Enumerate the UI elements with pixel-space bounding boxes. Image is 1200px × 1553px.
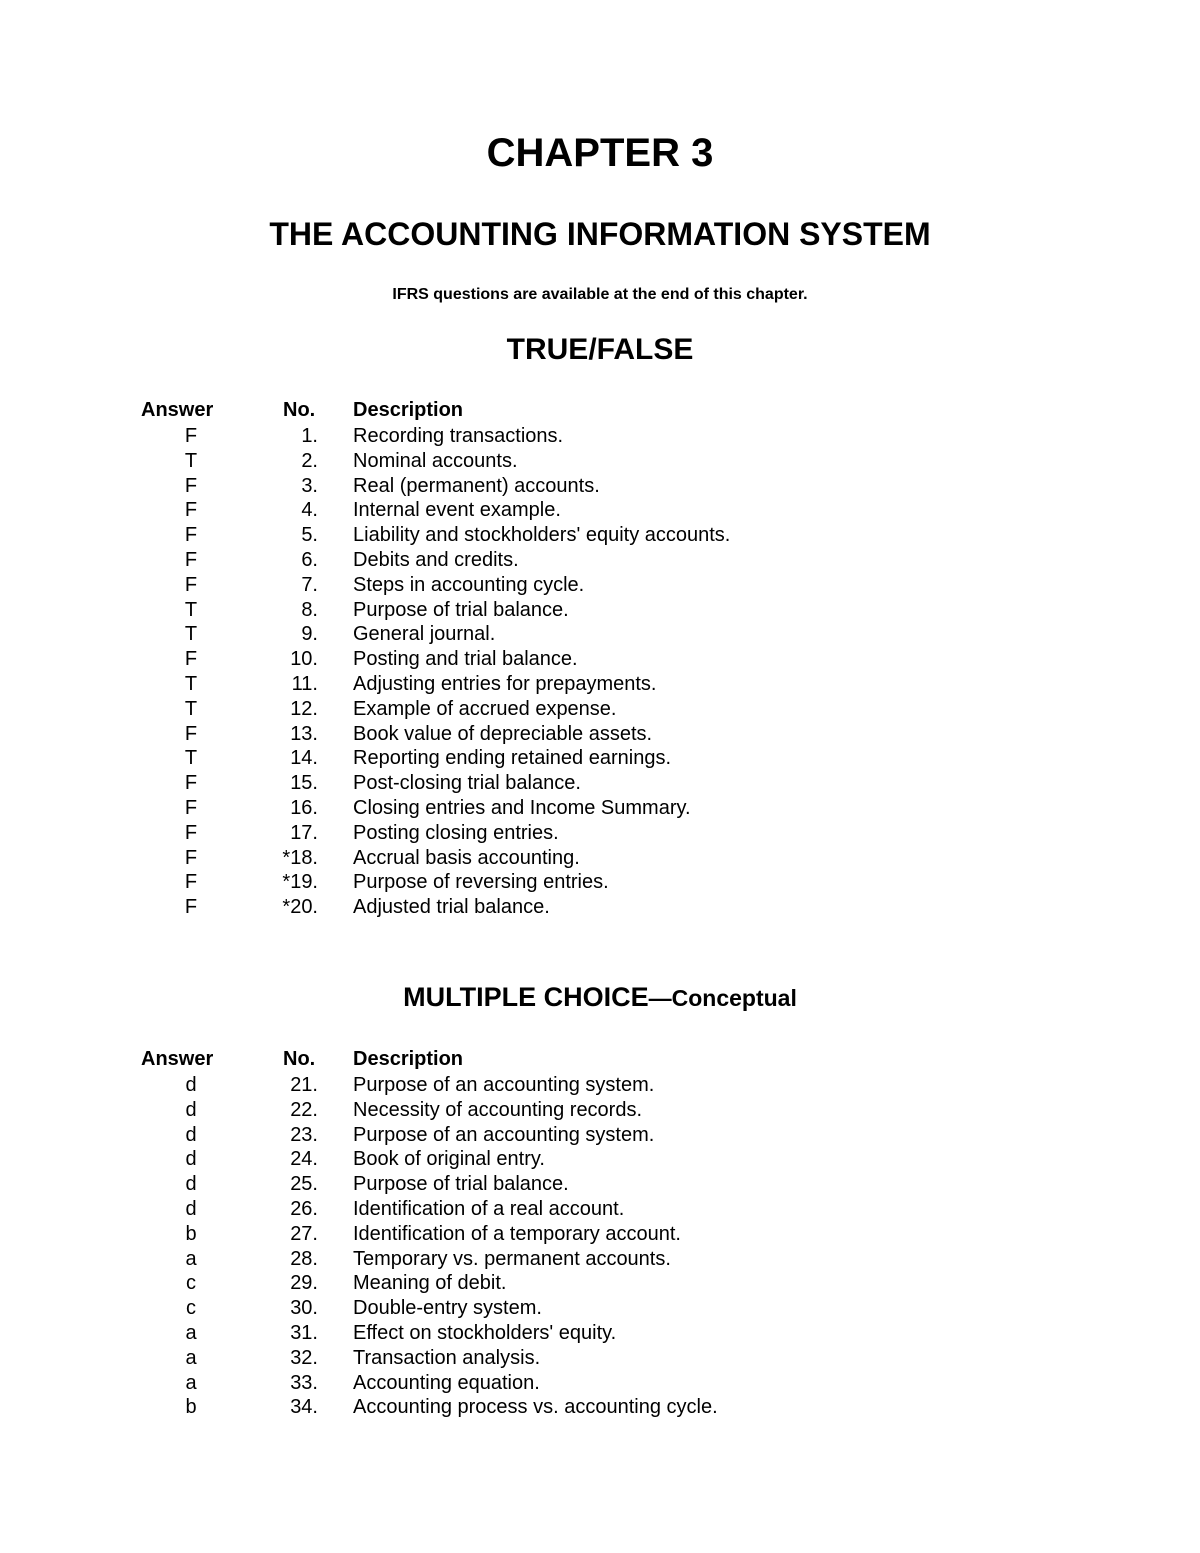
answer-cell: F — [184, 846, 198, 869]
table-row — [0, 846, 1200, 871]
table-row — [0, 1247, 1200, 1272]
table-row — [0, 1123, 1200, 1148]
number-cell: 17. — [290, 821, 318, 844]
description-cell: Purpose of an accounting system. — [353, 1123, 655, 1146]
number-cell: 9. — [301, 623, 318, 646]
answer-cell: F — [184, 871, 198, 894]
number-cell: 15. — [290, 772, 318, 795]
number-cell: *18. — [282, 846, 318, 869]
description-column-header: Description — [353, 1048, 464, 1070]
answer-cell: d — [185, 1197, 197, 1220]
answer-cell: F — [184, 648, 198, 671]
answer-cell: F — [184, 896, 198, 919]
answer-cell: T — [184, 672, 198, 695]
description-cell: Purpose of an accounting system. — [353, 1074, 655, 1096]
description-cell: Recording transactions. — [353, 425, 564, 447]
description-cell: Accounting equation. — [353, 1371, 540, 1394]
table-row — [0, 474, 1200, 499]
number-cell: 22. — [290, 1098, 318, 1121]
number-cell: 8. — [301, 598, 318, 621]
answer-cell: c — [186, 1272, 196, 1295]
description-cell: Double-entry system. — [353, 1297, 542, 1320]
answer-column-header: Answer — [141, 1048, 214, 1070]
description-cell: Example of accrued expense. — [353, 697, 617, 720]
answer-cell: F — [184, 499, 198, 522]
number-cell: 21. — [290, 1074, 318, 1096]
number-cell: 4. — [301, 499, 318, 522]
table-row — [0, 1395, 1200, 1420]
description-cell: Nominal accounts. — [353, 449, 518, 472]
table-row — [0, 821, 1200, 846]
table-row — [0, 672, 1200, 697]
answer-cell: c — [186, 1297, 196, 1320]
number-column-header: No. — [283, 1048, 316, 1070]
description-cell: Accrual basis accounting. — [353, 846, 580, 869]
description-cell: Necessity of accounting records. — [353, 1098, 643, 1121]
number-cell: 34. — [290, 1396, 318, 1419]
table-row — [0, 870, 1200, 895]
table-header-row — [0, 1045, 1200, 1073]
chapter-title: CHAPTER 3 — [486, 131, 714, 175]
answer-cell: F — [184, 772, 198, 795]
description-cell: Reporting ending retained earnings. — [353, 747, 671, 770]
description-cell: Book value of depreciable assets. — [353, 722, 653, 745]
answer-cell: F — [184, 524, 198, 547]
table-row — [0, 1321, 1200, 1346]
number-cell: 27. — [290, 1222, 318, 1245]
answer-cell: b — [185, 1222, 197, 1245]
number-cell: 11. — [291, 672, 318, 695]
number-cell: 26. — [290, 1197, 318, 1220]
table-row — [0, 573, 1200, 598]
description-cell: Purpose of trial balance. — [353, 1173, 569, 1196]
table-row — [0, 1222, 1200, 1247]
answer-cell: F — [184, 796, 198, 819]
number-cell: 33. — [290, 1371, 318, 1394]
number-cell: 28. — [290, 1247, 318, 1270]
table-row — [0, 523, 1200, 548]
answer-cell: T — [184, 598, 198, 621]
true-false-rows — [0, 424, 1200, 920]
description-cell: Purpose of reversing entries. — [353, 871, 609, 894]
table-row — [0, 1147, 1200, 1172]
table-row — [0, 697, 1200, 722]
description-cell: Identification of a temporary account. — [353, 1222, 681, 1245]
table-row — [0, 722, 1200, 747]
true-false-table — [0, 396, 1200, 920]
true-false-heading: TRUE/FALSE — [506, 333, 694, 366]
table-row — [0, 1098, 1200, 1123]
description-cell: Transaction analysis. — [353, 1346, 541, 1369]
description-cell: Purpose of trial balance. — [353, 598, 569, 621]
answer-cell: a — [185, 1321, 197, 1344]
table-row — [0, 796, 1200, 821]
description-cell: Posting closing entries. — [353, 821, 559, 844]
answer-cell: F — [184, 474, 198, 497]
ifrs-note: IFRS questions are available at the end of this chapter. — [392, 286, 808, 303]
table-row — [0, 598, 1200, 623]
answer-cell: T — [184, 623, 198, 646]
answer-cell: a — [185, 1371, 197, 1394]
description-cell: Liability and stockholders' equity accounts. — [353, 524, 731, 547]
description-cell: Book of original entry. — [353, 1148, 545, 1171]
table-row — [0, 1371, 1200, 1396]
table-row — [0, 1346, 1200, 1371]
table-row — [0, 1296, 1200, 1321]
number-cell: 2. — [301, 449, 318, 472]
table-row — [0, 1073, 1200, 1098]
number-cell: 5. — [301, 524, 318, 547]
answer-cell: F — [184, 821, 198, 844]
number-cell: 13. — [290, 722, 318, 745]
table-row — [0, 1197, 1200, 1222]
answer-cell: b — [185, 1396, 197, 1419]
number-cell: 6. — [301, 548, 318, 571]
table-row — [0, 647, 1200, 672]
answer-cell: d — [185, 1148, 197, 1171]
table-row — [0, 895, 1200, 920]
description-cell: General journal. — [353, 623, 496, 646]
description-cell: Adjusted trial balance. — [353, 896, 550, 919]
answer-cell: T — [184, 747, 198, 770]
description-cell: Steps in accounting cycle. — [353, 573, 585, 596]
number-cell: 31. — [290, 1321, 318, 1344]
table-row — [0, 1271, 1200, 1296]
number-cell: *19. — [282, 871, 318, 894]
answer-cell: d — [185, 1123, 197, 1146]
answer-cell: d — [185, 1173, 197, 1196]
table-header-row — [0, 396, 1200, 424]
answer-cell: T — [184, 697, 198, 720]
number-cell: 7. — [301, 573, 318, 596]
description-cell: Identification of a real account. — [353, 1197, 625, 1220]
answer-cell: a — [185, 1247, 197, 1270]
number-cell: 24. — [290, 1148, 318, 1171]
answer-cell: T — [184, 449, 198, 472]
description-cell: Post-closing trial balance. — [353, 772, 581, 795]
number-cell: 29. — [290, 1272, 318, 1295]
description-cell: Effect on stockholders' equity. — [353, 1321, 617, 1344]
description-column-header: Description — [353, 399, 464, 421]
answer-cell: F — [184, 548, 198, 571]
number-cell: 3. — [301, 474, 318, 497]
answer-cell: F — [184, 573, 198, 596]
table-row — [0, 746, 1200, 771]
chapter-subtitle: THE ACCOUNTING INFORMATION SYSTEM — [269, 216, 931, 252]
answer-cell: a — [185, 1346, 197, 1369]
number-cell: 32. — [290, 1346, 318, 1369]
number-cell: 12. — [290, 697, 318, 720]
answer-column-header: Answer — [141, 399, 214, 421]
number-cell: 23. — [290, 1123, 318, 1146]
multiple-choice-heading-main: MULTIPLE CHOICE — [403, 982, 649, 1012]
description-cell: Debits and credits. — [353, 548, 519, 571]
answer-cell: F — [184, 425, 198, 447]
multiple-choice-heading — [0, 977, 1200, 1018]
description-cell: Closing entries and Income Summary. — [353, 796, 691, 819]
description-cell: Accounting process vs. accounting cycle. — [353, 1396, 718, 1419]
multiple-choice-rows — [0, 1073, 1200, 1420]
table-row — [0, 449, 1200, 474]
description-cell: Internal event example. — [353, 499, 561, 522]
number-cell: 30. — [290, 1297, 318, 1320]
description-cell: Meaning of debit. — [353, 1272, 507, 1295]
multiple-choice-heading-sub: —Conceptual — [648, 985, 797, 1011]
description-cell: Posting and trial balance. — [353, 648, 578, 671]
number-column-header: No. — [283, 399, 316, 421]
table-row — [0, 771, 1200, 796]
number-cell: 10. — [290, 648, 318, 671]
multiple-choice-table — [0, 1045, 1200, 1420]
table-row — [0, 424, 1200, 449]
number-cell: 16. — [290, 796, 318, 819]
description-cell: Adjusting entries for prepayments. — [353, 672, 657, 695]
table-row — [0, 548, 1200, 573]
number-cell: *20. — [282, 896, 318, 919]
answer-cell: F — [184, 722, 198, 745]
table-row — [0, 498, 1200, 523]
number-cell: 1. — [301, 425, 318, 447]
answer-cell: d — [185, 1098, 197, 1121]
description-cell: Temporary vs. permanent accounts. — [353, 1247, 671, 1270]
table-row — [0, 622, 1200, 647]
table-row — [0, 1172, 1200, 1197]
number-cell: 25. — [290, 1173, 318, 1196]
answer-cell: d — [185, 1074, 197, 1096]
number-cell: 14. — [290, 747, 318, 770]
description-cell: Real (permanent) accounts. — [353, 474, 600, 497]
